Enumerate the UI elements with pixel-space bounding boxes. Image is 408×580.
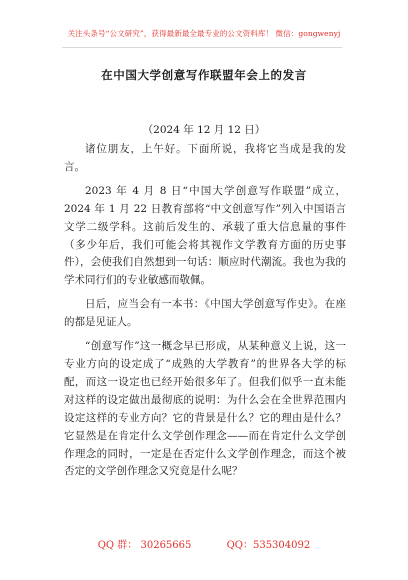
- paragraph: 日后，应当会有一本书：《中国大学创意写作史》。在座的都是见证人。: [64, 298, 346, 329]
- document-title: 在中国大学创意写作联盟年会上的发言: [101, 68, 307, 82]
- header-divider: [62, 47, 342, 48]
- paragraph: 2023 年 4 月 8 日“中国大学创意写作联盟”成立，2024 年 1 月 22 日教育部将“中文创意写作”列入中国语言文学二级学科。这前后发生的、承载了重大信息量的事件（多少年后，我们可能会将其视作文学教育方面的历史事件），会使我们自然想到一句话：顺应时代潮流。我也为我的学术同行们的专业敏感而敬佩。: [64, 184, 346, 287]
- document-body: [64, 141, 346, 487]
- document-date: （2024 年 12 月 12 日）: [142, 124, 266, 136]
- paragraph: 诸位朋友，上午好。下面所说，我将它当成是我的发言。: [64, 143, 346, 173]
- paragraph: “创意写作”这一概念早已形成，从某种意义上说，这一专业方向的设定成了“成熟的大学教育”的世界各大学的标配，而这一设定也已经开始很多年了。但我们似乎一直未能对这样的设定做出最彻底的说明：为什么会在全世界范围内设定这样的专业方向？它的背景是什么？它的理由是什么？它显然是在肯定什么文学创作理念——而在肯定什么文学创作理念的同时，一定是在否定什么文学创作理念，而这个被否定的文学创作理念又究竟是什么呢？: [64, 340, 346, 478]
- header-promo-note: 关注头条号“公文研究”，获得最新最全最专业的公文资料库！ 微信：gongwenyj: [67, 29, 341, 38]
- footer-qq-group: QQ 群： 30265665: [97, 540, 192, 551]
- footer-qq-number: QQ：535304092: [226, 540, 311, 551]
- footer-contact: [0, 536, 408, 551]
